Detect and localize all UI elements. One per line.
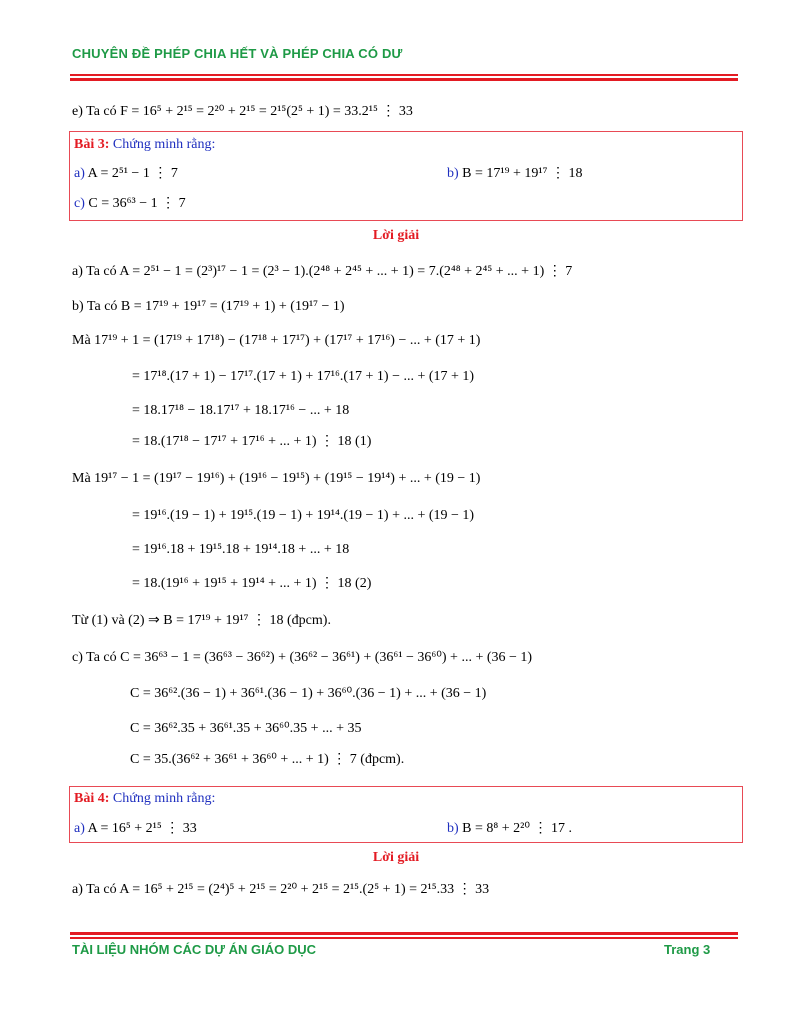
- exercise-4-box: [69, 786, 743, 843]
- solution-b-step3: = 18.17¹⁸ − 18.17¹⁷ + 18.17¹⁶ − ... + 18: [132, 403, 350, 418]
- item-b-label: b): [447, 166, 459, 181]
- footer-rule-top: [70, 932, 738, 935]
- item-b-label: b): [447, 821, 459, 836]
- exercise-4-prompt: Chứng minh rằng:: [112, 791, 216, 806]
- solution-b-step4: = 18.(17¹⁸ − 17¹⁷ + 17¹⁶ + ... + 1) ⋮ 18 (1): [132, 434, 372, 449]
- solution-heading-1: Lời giải: [372, 228, 420, 243]
- exercise-4-title: Bài 4:: [74, 791, 110, 806]
- page-number: Trang 3: [664, 942, 711, 957]
- exercise-3-heading: [74, 137, 215, 153]
- solution-b-step2: = 17¹⁸.(17 + 1) − 17¹⁷.(17 + 1) + 17¹⁶.(17 + 1) − ... + (17 + 1): [132, 369, 475, 384]
- exercise-3-box: [69, 131, 743, 221]
- exercise-3-item-a: [74, 165, 178, 182]
- exercise-4-heading: [74, 791, 215, 807]
- solution-b: b) Ta có B = 17¹⁹ + 19¹⁷ = (17¹⁹ + 1) + (19¹⁷ − 1): [72, 299, 345, 314]
- header-rule-bottom: [70, 78, 738, 81]
- footer-left: TÀI LIỆU NHÓM CÁC DỰ ÁN GIÁO DỤC: [72, 942, 317, 957]
- item-a-text: A = 2⁵¹ − 1 ⋮ 7: [87, 166, 178, 181]
- solution-heading-2: Lời giải: [372, 850, 420, 865]
- footer-rule-bottom: [70, 937, 738, 939]
- item-a-text: A = 16⁵ + 2¹⁵ ⋮ 33: [87, 821, 197, 836]
- solution-b-conclusion: Từ (1) và (2) ⇒ B = 17¹⁹ + 19¹⁷ ⋮ 18 (đpcm).: [72, 613, 331, 628]
- item-c-text: C = 36⁶³ − 1 ⋮ 7: [88, 196, 186, 211]
- item-a-label: a): [74, 166, 85, 181]
- solution-c-step2: C = 36⁶².35 + 36⁶¹.35 + 36⁶⁰.35 + ... + 35: [130, 721, 362, 736]
- solution-c-step3: C = 35.(36⁶² + 36⁶¹ + 36⁶⁰ + ... + 1) ⋮ 7 (đpcm).: [130, 752, 405, 767]
- solution-b-step8: = 18.(19¹⁶ + 19¹⁵ + 19¹⁴ + ... + 1) ⋮ 18 (2): [132, 576, 372, 591]
- exercise-4-item-a: [74, 820, 197, 837]
- solution-4a: a) Ta có A = 16⁵ + 2¹⁵ = (2⁴)⁵ + 2¹⁵ = 2²⁰ + 2¹⁵ = 2¹⁵.(2⁵ + 1) = 2¹⁵.33 ⋮ 33: [72, 882, 490, 897]
- header-title: CHUYÊN ĐỀ PHÉP CHIA HẾT VÀ PHÉP CHIA CÓ DƯ: [72, 46, 403, 61]
- exercise-3-title: Bài 3:: [74, 137, 110, 152]
- solution-c-step1: C = 36⁶².(36 − 1) + 36⁶¹.(36 − 1) + 36⁶⁰.(36 − 1) + ... + (36 − 1): [130, 686, 487, 701]
- item-b-text: B = 17¹⁹ + 19¹⁷ ⋮ 18: [462, 166, 583, 181]
- solution-c: c) Ta có C = 36⁶³ − 1 = (36⁶³ − 36⁶²) + (36⁶² − 36⁶¹) + (36⁶¹ − 36⁶⁰) + ... + (36 − 1): [72, 650, 533, 665]
- exercise-3-item-b: [447, 165, 582, 182]
- solution-a: a) Ta có A = 2⁵¹ − 1 = (2³)¹⁷ − 1 = (2³ − 1).(2⁴⁸ + 2⁴⁵ + ... + 1) = 7.(2⁴⁸ + 2⁴⁵ + ... + 1) ⋮ 7: [72, 264, 573, 279]
- exercise-3-prompt: Chứng minh rằng:: [112, 137, 216, 152]
- item-c-label: c): [74, 196, 85, 211]
- solution-b-step5: Mà 19¹⁷ − 1 = (19¹⁷ − 19¹⁶) + (19¹⁶ − 19¹⁵) + (19¹⁵ − 19¹⁴) + ... + (19 − 1): [72, 471, 481, 486]
- exercise-3-item-c: [74, 195, 186, 212]
- line-e: e) Ta có F = 16⁵ + 2¹⁵ = 2²⁰ + 2¹⁵ = 2¹⁵(2⁵ + 1) = 33.2¹⁵ ⋮ 33: [72, 104, 413, 119]
- item-a-label: a): [74, 821, 85, 836]
- solution-b-step1: Mà 17¹⁹ + 1 = (17¹⁹ + 17¹⁸) − (17¹⁸ + 17¹⁷) + (17¹⁷ + 17¹⁶) − ... + (17 + 1): [72, 333, 481, 348]
- solution-b-step7: = 19¹⁶.18 + 19¹⁵.18 + 19¹⁴.18 + ... + 18: [132, 542, 350, 557]
- solution-b-step6: = 19¹⁶.(19 − 1) + 19¹⁵.(19 − 1) + 19¹⁴.(19 − 1) + ... + (19 − 1): [132, 508, 475, 523]
- item-b-text: B = 8⁸ + 2²⁰ ⋮ 17 .: [462, 821, 572, 836]
- exercise-4-item-b: [447, 820, 572, 837]
- header-rule-top: [70, 74, 738, 76]
